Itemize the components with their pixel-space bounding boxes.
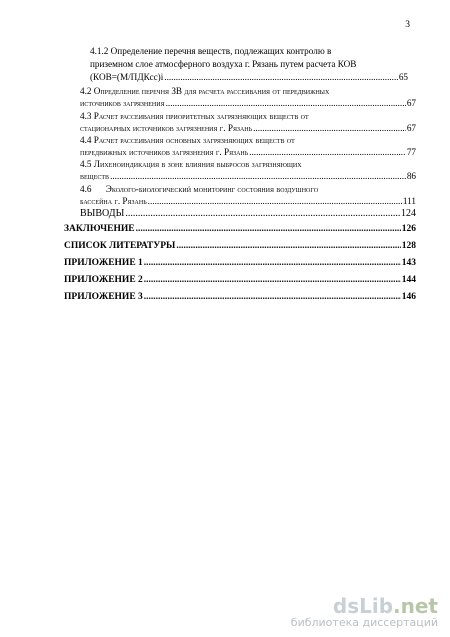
watermark-logo: [291, 596, 438, 616]
toc-43-line2: стационарных источников загрязнения г. Рязань: [80, 123, 253, 133]
toc-entry-412[interactable]: [90, 72, 408, 83]
toc-entry-42[interactable]: [80, 98, 416, 109]
toc-45-line2: веществ: [80, 171, 110, 181]
toc-appendix-2-label: ПРИЛОЖЕНИЕ 2: [64, 275, 143, 285]
toc-42-line1: 4.2 Определение перечня ЗВ для расчета рассеивания от передвижных: [80, 86, 330, 96]
toc-412-line3: (КОВ=(М/ПДКсс)i: [90, 72, 164, 82]
toc-44-line1: 4.4 Расчет рассеивания основных загрязняющих веществ от: [80, 135, 295, 145]
watermark-logo-main: dsLib: [332, 594, 394, 618]
toc-412-page: 65: [398, 72, 408, 82]
toc-45-page: 86: [406, 171, 416, 181]
watermark-logo-tld: .net: [393, 594, 438, 618]
toc-42-page: 67: [406, 98, 416, 108]
toc-appendix-1-page: 143: [401, 258, 416, 268]
toc-entry-45[interactable]: [80, 171, 416, 182]
toc-46-heading: [80, 184, 318, 195]
toc-vyvody-label: ВЫВОДЫ: [80, 208, 125, 219]
toc-literature-label: СПИСОК ЛИТЕРАТУРЫ: [64, 241, 176, 251]
toc-46-line1: Эколого-биологический мониторинг состояния воздушного: [105, 184, 319, 194]
toc-412-line2: приземном слое атмосферного воздуха г. Рязань путем расчета КОВ: [90, 59, 357, 69]
leader-dots: [249, 147, 406, 158]
toc-entry-literature[interactable]: [64, 241, 416, 252]
toc-43-page: 67: [406, 123, 416, 133]
toc-entry-43[interactable]: [80, 123, 416, 134]
toc-45-line1: 4.5 Лихеноиндикация в зоне влияния выбросов загрязняющих: [80, 159, 302, 169]
watermark: [291, 596, 438, 629]
leader-dots: [125, 208, 400, 219]
toc-conclusion-label: ЗАКЛЮЧЕНИЕ: [64, 224, 135, 234]
toc-entry-appendix-1[interactable]: [64, 258, 416, 269]
leader-dots: [144, 292, 401, 303]
toc-46-page: 111: [402, 196, 416, 206]
toc-conclusion-page: 126: [401, 224, 416, 234]
leader-dots: [144, 275, 401, 286]
toc-44-page: 77: [406, 147, 416, 157]
leader-dots: [144, 258, 401, 269]
toc-appendix-3-label: ПРИЛОЖЕНИЕ 3: [64, 292, 143, 302]
leader-dots: [166, 98, 406, 109]
toc-appendix-1-label: ПРИЛОЖЕНИЕ 1: [64, 258, 143, 268]
toc-entry-conclusion[interactable]: [64, 224, 416, 235]
toc-entry-vyvody[interactable]: [80, 208, 416, 219]
leader-dots: [164, 72, 398, 83]
toc-46-number: 4.6: [80, 184, 92, 194]
leader-dots: [176, 241, 400, 252]
leader-dots: [110, 171, 406, 182]
toc-42-line2: источников загрязнения: [80, 98, 165, 108]
leader-dots: [148, 196, 402, 207]
toc-46-line2: бассейна г. Рязань: [80, 196, 147, 206]
toc-entry-44[interactable]: [80, 147, 416, 158]
toc-412-line1: 4.1.2 Определение перечня веществ, подлежащих контролю в: [90, 46, 332, 56]
leader-dots: [136, 224, 401, 235]
watermark-subtitle: библиотека диссертаций: [290, 616, 438, 629]
toc-appendix-2-page: 144: [401, 275, 416, 285]
toc-entry-46[interactable]: [80, 196, 416, 207]
toc-entry-appendix-2[interactable]: [64, 275, 416, 286]
toc-entry-appendix-3[interactable]: [64, 292, 416, 303]
toc-literature-page: 128: [401, 241, 416, 251]
toc-44-line2: передвижных источников загрязнения г. Рязань: [80, 147, 249, 157]
page-number: 3: [405, 20, 410, 30]
toc-43-line1: 4.3 Расчет рассеивания приоритетных загрязняющих веществ от: [80, 111, 309, 121]
toc-appendix-3-page: 146: [401, 292, 416, 302]
toc-vyvody-page: 124: [401, 208, 416, 219]
leader-dots: [253, 123, 406, 134]
